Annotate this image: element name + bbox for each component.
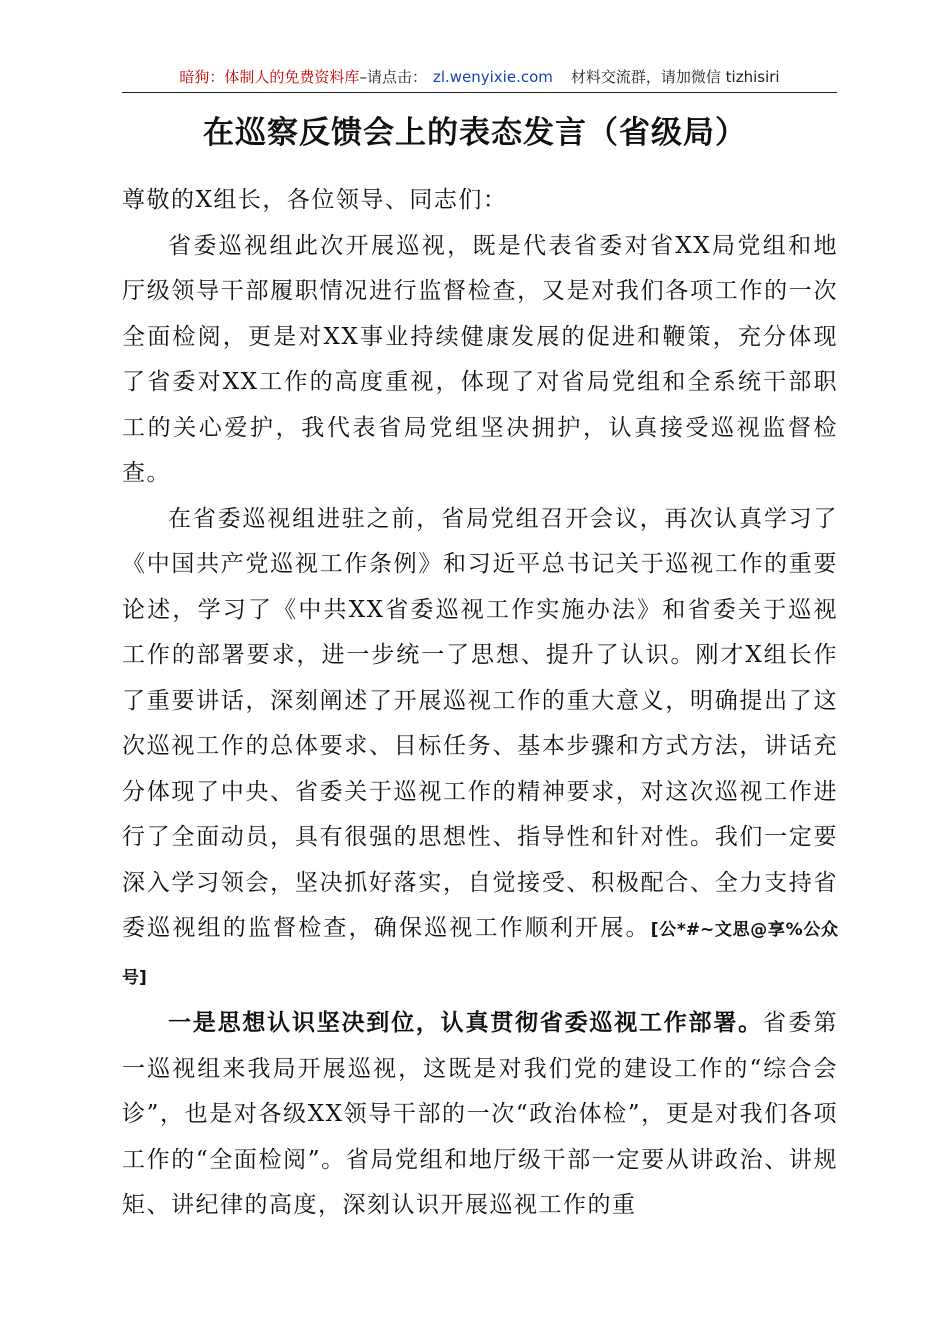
paragraph-1: 省委巡视组此次开展巡视，既是代表省委对省XX局党组和地厅级领导干部履职情况进行监督检查，又是对我们各项工作的一次全面检阅，更是对XX事业持续健康发展的促进和鞭策，充分体现了省委对XX工作的高度重视，体现了对省局党组和全系统干部职工的关心爱护，我代表省局党组坚决拥护，认真接受巡视监督检查。: [122, 232, 838, 486]
paragraph-2-text: 在省委巡视组进驻之前，省局党组召开会议，再次认真学习了《中国共产党巡视工作条例》和习近平总书记关于巡视工作的重要论述，学习了《中共XX省委巡视工作实施办法》和省委关于巡视工作的部署要求，进一步统一了思想、提升了认识。刚才X组长作了重要讲话，深刻阐述了开展巡视工作的重大意义，明确提出了这次巡视工作的总体要求、目标任务、基本步骤和方式方法，讲话充分体现了中央、省委关于巡视工作的精神要求，对这次巡视工作进行了全面动员，具有很强的思想性、指导性和针对性。我们一定要深入学习领会，坚决抓好落实，自觉接受、积极配合、全力支持省委巡视组的监督检查，确保巡视工作顺利开展。: [122, 505, 838, 941]
header-link[interactable]: zl.wenyixie.com: [432, 68, 553, 86]
header-wechat: 材料交流群，请加微信 tizhisiri: [570, 68, 780, 86]
header-prompt: –请点击：: [359, 68, 427, 86]
header-brand: 暗狗：体制人的免费资料库: [179, 68, 360, 86]
page-header: [122, 62, 837, 93]
point-1-text: 省委第一巡视组来我局开展巡视，这既是对我们党的建设工作的“综合会诊”，也是对各级XX领导干部的一次“政治体检”，更是对我们各项工作的“全面检阅”。省局党组和地厅级干部一定要从讲政治、讲规矩、讲纪律的高度，深刻认识开展巡视工作的重: [122, 1010, 839, 1218]
paragraph-2: [122, 497, 838, 1002]
watermark-text: [公*#~文思@享%公众号]: [122, 920, 838, 988]
paragraph-3: [122, 1001, 838, 1229]
salutation: 尊敬的X组长，各位领导、同志们：: [122, 187, 508, 213]
document-body: [122, 178, 838, 1229]
point-1-heading: 一是思想认识坚决到位，认真贯彻省委巡视工作部署。: [168, 1010, 763, 1036]
document-title: 在巡察反馈会上的表态发言（省级局）: [203, 115, 747, 151]
